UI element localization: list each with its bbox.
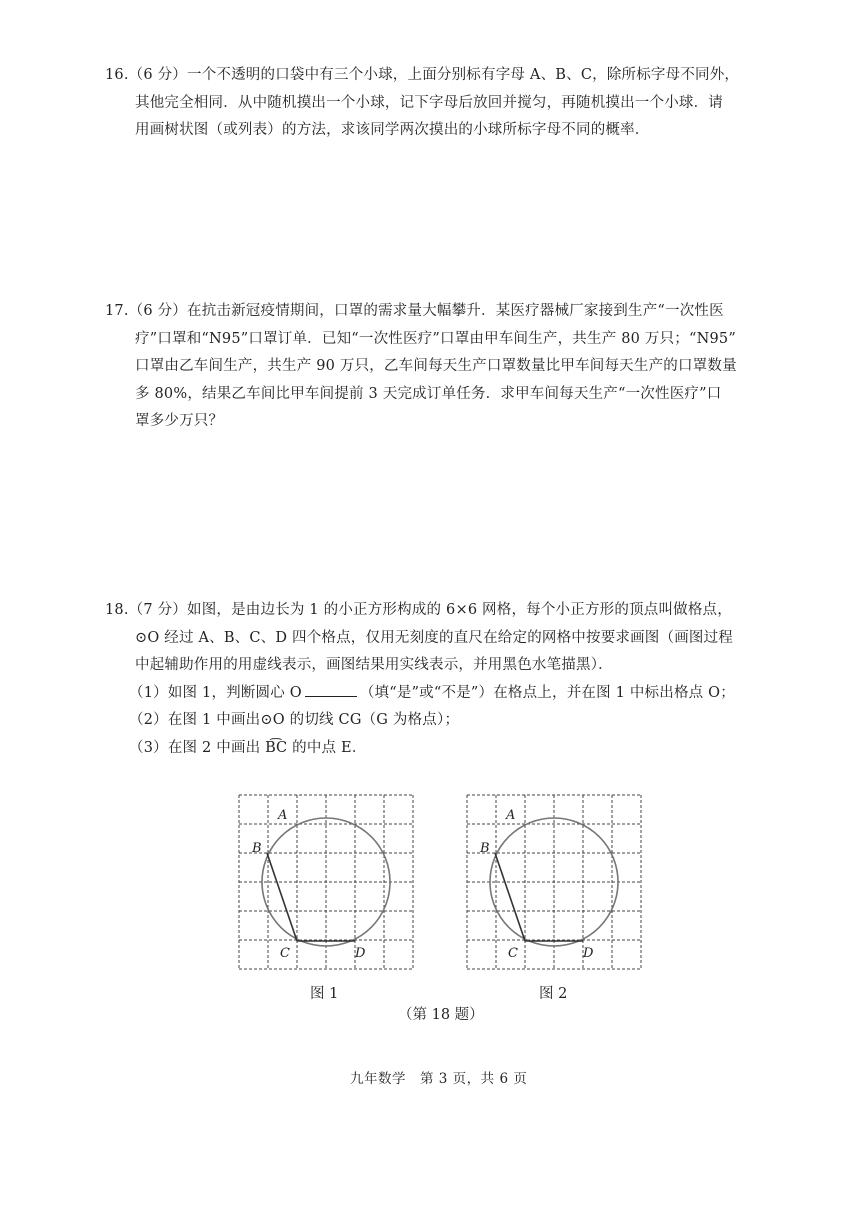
- q18-line-2: ⊙O 经过 A、B、C、D 四个格点，仅用无刻度的直尺在给定的网格中按要求画图（画图过程: [135, 629, 734, 646]
- label-d: D: [355, 946, 366, 961]
- label-c: C: [280, 946, 290, 961]
- figure-2-grid: [466, 794, 642, 970]
- question-16: [105, 62, 785, 145]
- q17-line-5: 罩多少万只？: [135, 413, 224, 429]
- q17-line-2: 疗”口罩和“N95”口罩订单．已知“一次性医疗”口罩由甲车间生产，共生产 80 万只；“N95”: [135, 330, 736, 347]
- label-d: D: [583, 946, 594, 961]
- answer-blank[interactable]: [305, 682, 357, 697]
- figure-1-grid: [238, 794, 414, 970]
- figure-1-caption: 图 1: [310, 986, 339, 1002]
- label-c: C: [508, 946, 518, 961]
- label-b: B: [252, 841, 262, 856]
- q17-line-3: 口罩由乙车间生产，共生产 90 万只，乙车间每天生产口罩数量比甲车间每天生产的口罩数量: [135, 358, 737, 374]
- grid-lines: [239, 795, 413, 969]
- label-b: B: [480, 841, 490, 856]
- q16-line-1: 16.（6 分）一个不透明的口袋中有三个小球，上面分别标有字母 A、B、C，除所标字母不同外，: [105, 67, 740, 83]
- page-footer: 九年数学 第 3 页，共 6 页: [350, 1071, 528, 1087]
- q18-part-3: （3）在图 2 中画出 B͡C 的中点 E．: [129, 739, 367, 756]
- q17-line-4: 多 80%，结果乙车间比甲车间提前 3 天完成订单任务．求甲车间每天生产“一次性医疗”口: [135, 385, 722, 402]
- q16-line-3: 用画树状图（或列表）的方法，求该同学两次摸出的小球所标字母不同的概率．: [135, 122, 650, 138]
- q18-part-1-before: （1）如图 1，判断圆心 O: [129, 684, 302, 701]
- figure-2-caption: 图 2: [539, 986, 568, 1002]
- question-18-figure-caption: （第 18 题）: [398, 1007, 484, 1023]
- q18-part-1-after: （填“是”或“不是”）在格点上，并在图 1 中标出格点 O；: [359, 684, 735, 701]
- question-18: [105, 597, 785, 762]
- q16-line-2: 其他完全相同．从中随机摸出一个小球，记下字母后放回并搅匀，再随机摸出一个小球．请: [135, 94, 723, 111]
- q18-part-2: （2）在图 1 中画出⊙O 的切线 CG（G 为格点）；: [129, 712, 460, 728]
- question-17: [105, 298, 785, 436]
- label-a: A: [278, 808, 288, 823]
- q18-part-1: [105, 680, 785, 708]
- q18-line-1: 18.（7 分）如图，是由边长为 1 的小正方形构成的 6×6 网格，每个小正方形的顶点叫做格点，: [105, 602, 732, 618]
- label-a: A: [506, 808, 516, 823]
- q18-line-3: 中起辅助作用的用虚线表示，画图结果用实线表示，并用黑色水笔描黑）．: [135, 657, 613, 673]
- q17-line-1: 17.（6 分）在抗击新冠疫情期间，口罩的需求量大幅攀升．某医疗器械厂家接到生产“一次性医: [105, 303, 724, 319]
- grid-lines: [467, 795, 641, 969]
